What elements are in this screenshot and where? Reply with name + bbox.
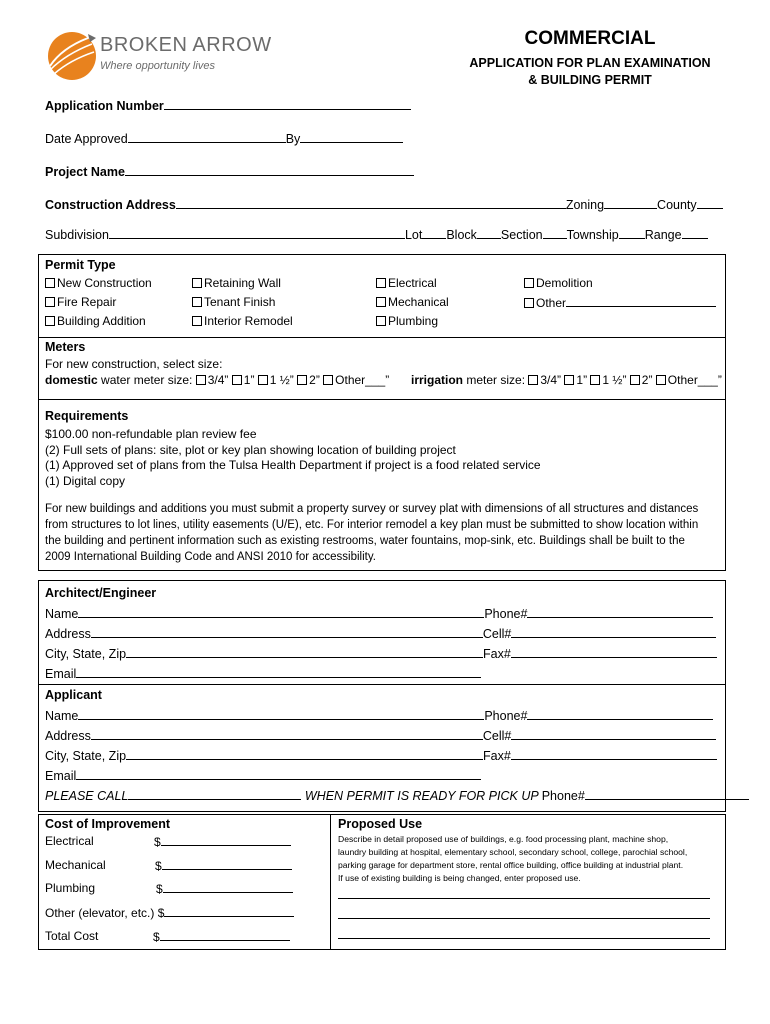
checkbox[interactable] [564,375,574,385]
requirement-item: $100.00 non-refundable plan review fee [45,427,257,441]
block-label: Block [446,228,477,242]
by-field[interactable] [300,131,403,143]
architect-name-field[interactable] [78,606,484,618]
proposed-use-field[interactable] [338,938,710,939]
form-subtitle-line1: APPLICATION FOR PLAN EXAMINATION [469,56,711,70]
logo [44,28,274,84]
applicant-title: Applicant [45,688,102,702]
cost-total-field[interactable] [160,929,290,941]
lot-label: Lot [404,228,423,242]
applicant-email-field[interactable] [76,768,481,780]
broken-arrow-logo-icon [44,28,100,84]
permit-option-electrical[interactable]: Electrical [376,276,437,290]
architect-email-field[interactable] [76,666,481,678]
construction-address-label: Construction Address [45,198,176,212]
permit-option-interior-remodel[interactable]: Interior Remodel [192,314,293,328]
permit-option-tenant-finish[interactable]: Tenant Finish [192,295,275,309]
proposed-use-title: Proposed Use [338,817,423,831]
permit-option-demolition[interactable]: Demolition [524,276,593,290]
architect-phone-field[interactable] [527,606,713,618]
requirements-paragraph-line: from structures to lot lines, utility easements (U/E), etc. For interior remodel a key plan must be submitted to show location within [45,519,699,531]
proposed-use-field[interactable] [338,918,710,919]
requirements-paragraph-line: 2009 International Building Code and ANSI 2010 for accessibility. [45,551,376,563]
logo-name: BROKEN ARROW [100,34,272,56]
township-field[interactable] [619,227,645,239]
checkbox[interactable] [196,375,206,385]
checkbox[interactable] [192,278,202,288]
checkbox[interactable] [45,278,55,288]
cost-other-label: Other (elevator, etc.) [45,906,155,920]
domestic-meter-row: domestic water meter size: 3/4” 1” 1 ½” 2” Other___” [45,373,390,387]
subdivision-label: Subdivision [45,228,109,242]
requirement-item: (2) Full sets of plans: site, plot or key plan showing location of building project [45,443,456,457]
architect-phone-label: Phone# [484,607,528,621]
cost-title: Cost of Improvement [45,817,171,831]
cost-mechanical-label: Mechanical [45,858,106,872]
permit-type-title: Permit Type [45,258,116,272]
block-field[interactable] [477,227,501,239]
architect-city-field[interactable] [126,646,483,658]
application-number-field[interactable] [164,98,411,110]
checkbox[interactable] [376,297,386,307]
applicant-city-label: City, State, Zip [45,749,127,763]
checkbox[interactable] [376,278,386,288]
checkbox[interactable] [376,316,386,326]
proposed-use-desc-line: If use of existing building is being changed, enter proposed use. [338,873,581,883]
permit-option-new-construction[interactable]: New Construction [45,276,152,290]
applicant-name-field[interactable] [78,708,484,720]
requirement-item: (1) Digital copy [45,474,126,488]
applicant-phone-field[interactable] [527,708,713,720]
divider [38,399,726,400]
applicant-cell-label: Cell# [482,729,512,743]
cost-mechanical-field[interactable] [162,858,292,870]
range-field[interactable] [682,227,708,239]
application-number-label: Application Number [45,99,164,113]
architect-name-label: Name [45,607,79,621]
pickup-phone-label: Phone# [541,789,585,803]
other-permit-field[interactable] [566,295,716,307]
applicant-city-field[interactable] [126,748,483,760]
requirements-title: Requirements [45,409,129,423]
checkbox[interactable] [297,375,307,385]
divider [330,814,331,950]
checkbox[interactable] [323,375,333,385]
date-approved-field[interactable] [128,131,286,143]
proposed-use-desc-line: Describe in detail proposed use of buildings, e.g. food processing plant, machine shop, [338,834,669,844]
logo-tagline: Where opportunity lives [100,60,215,72]
applicant-address-label: Address [45,729,91,743]
proposed-use-desc-line: laundry building at hospital, elementary school, secondary school, college, parochial school, [338,847,688,857]
checkbox[interactable] [232,375,242,385]
architect-fax-label: Fax# [483,647,511,661]
checkbox[interactable] [590,375,600,385]
architect-cell-field[interactable] [511,626,716,638]
please-call-label: PLEASE CALL [45,789,129,803]
township-label: Township [566,228,619,242]
zoning-field[interactable] [604,197,657,209]
date-approved-label: Date Approved [45,132,128,146]
architect-title: Architect/Engineer [45,586,157,600]
cost-other-field[interactable] [164,905,294,917]
architect-city-label: City, State, Zip [45,647,127,661]
permit-option-other[interactable]: Other [524,295,716,310]
applicant-email-label: Email [45,769,77,783]
applicant-cell-field[interactable] [511,728,716,740]
section-field[interactable] [543,227,567,239]
checkbox[interactable] [524,278,534,288]
range-label: Range [644,228,682,242]
applicant-fax-label: Fax# [483,749,511,763]
applicant-phone-label: Phone# [484,709,528,723]
architect-fax-field[interactable] [511,646,717,658]
applicant-address-field[interactable] [91,728,483,740]
section-label: Section [500,228,543,242]
cost-electrical-label: Electrical [45,834,94,848]
please-call-field[interactable] [128,788,301,800]
checkbox[interactable] [528,375,538,385]
county-field[interactable] [697,197,723,209]
checkbox[interactable] [656,375,666,385]
form-subtitle-line2: & BUILDING PERMIT [528,73,652,87]
permit-option-fire-repair[interactable]: Fire Repair [45,295,116,309]
divider [38,684,726,685]
county-label: County [657,198,697,212]
checkbox[interactable] [192,297,202,307]
cost-total-label: Total Cost [45,929,99,943]
architect-address-field[interactable] [91,626,483,638]
form-title: COMMERCIAL [524,28,656,49]
checkbox[interactable] [45,297,55,307]
proposed-use-desc-line: parking garage for department store, rental office building, office building at industrial plant. [338,860,684,870]
zoning-label: Zoning [565,198,605,212]
checkbox[interactable] [45,316,55,326]
project-name-field[interactable] [125,164,414,176]
permit-option-mechanical[interactable]: Mechanical [376,295,449,309]
pickup-phone-field[interactable] [585,788,749,800]
by-label: By [285,132,301,146]
lot-field[interactable] [422,227,446,239]
subdivision-field[interactable] [109,227,405,239]
meters-instruction: For new construction, select size: [45,357,223,371]
architect-cell-label: Cell# [482,627,512,641]
applicant-name-label: Name [45,709,79,723]
project-name-label: Project Name [45,165,125,179]
requirements-paragraph-line: For new buildings and additions you must submit a property survey or survey plat with dimensions of all structures and distances [45,503,699,515]
checkbox[interactable] [630,375,640,385]
architect-address-label: Address [45,627,91,641]
divider [38,337,726,338]
checkbox[interactable] [524,298,534,308]
cost-plumbing-label: Plumbing [45,881,96,895]
checkbox[interactable] [192,316,202,326]
when-ready-label: WHEN PERMIT IS READY FOR PICK UP [301,789,539,803]
requirement-item: (1) Approved set of plans from the Tulsa Health Department if project is a food related service [45,458,541,472]
meters-title: Meters [45,340,86,354]
checkbox[interactable] [258,375,268,385]
proposed-use-field[interactable] [338,898,710,899]
permit-option-retaining-wall[interactable]: Retaining Wall [192,276,281,290]
requirements-paragraph-line: the building and pertinent information such as existing restrooms, water fountains, mop-sink, etc. Buildings shall be built to the [45,535,685,547]
permit-option-building-addition[interactable]: Building Addition [45,314,146,328]
cost-electrical-field[interactable] [161,834,291,846]
construction-address-field[interactable] [176,197,566,209]
permit-option-plumbing[interactable]: Plumbing [376,314,438,328]
irrigation-meter-row: irrigation meter size: 3/4” 1” 1 ½” 2” Other___” [411,373,722,387]
applicant-fax-field[interactable] [511,748,717,760]
cost-plumbing-field[interactable] [163,881,293,893]
architect-email-label: Email [45,667,77,681]
